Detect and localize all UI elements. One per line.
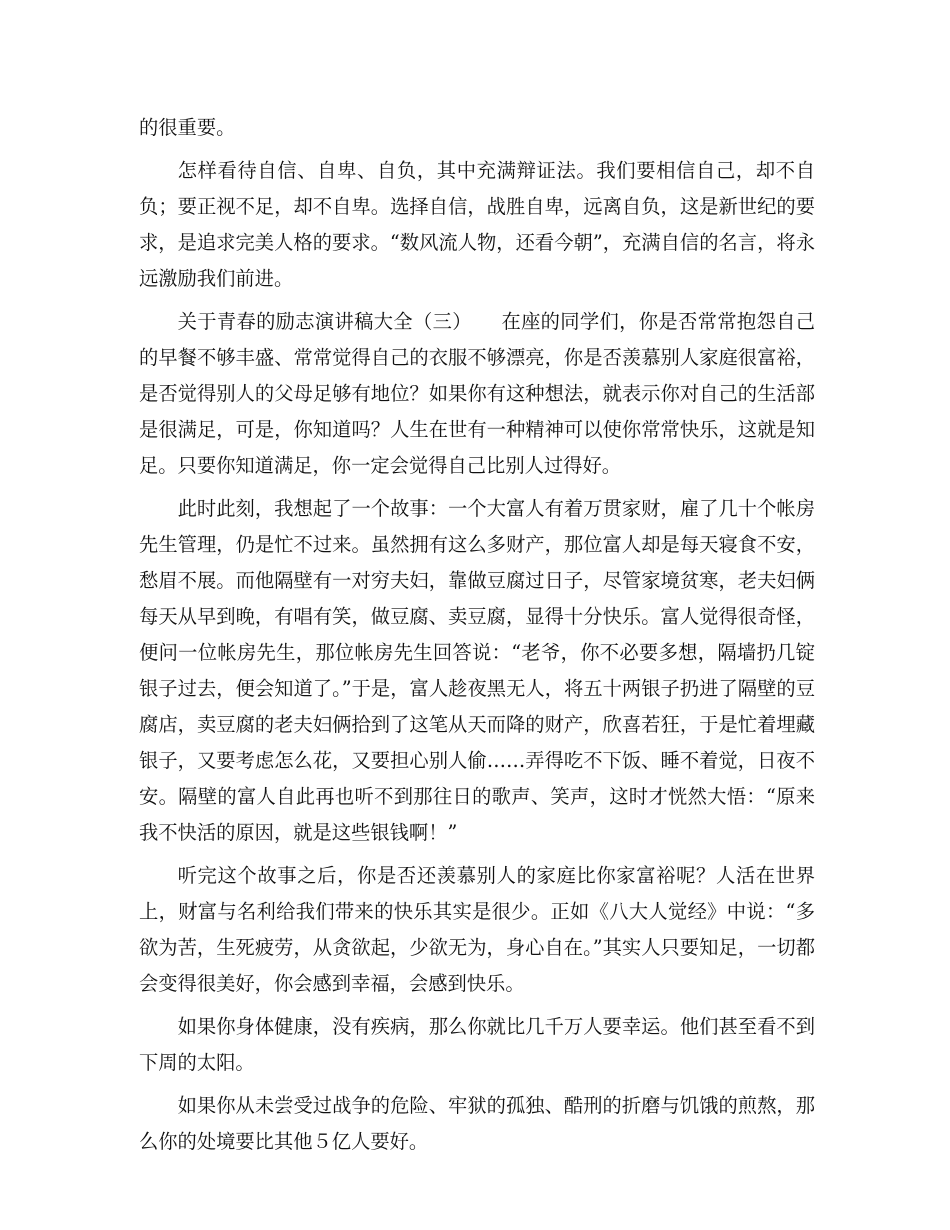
paragraph-3: 关于青春的励志演讲稿大全（三） 在座的同学们，你是否常常抱怨自己的早餐不够丰盛、常常觉得自己的衣服不够漂亮，你是否羡慕别人家庭很富裕，是否觉得别人的父母足够有地位？如果你有这种想法，就表示你对自己的生活部是很满足，可是，你知道吗？人生在世有一种精神可以使你常常快乐，这就是知足。只要你知道满足，你一定会觉得自己比别人过得好。 — [139, 310, 815, 477]
paragraph-4: 此时此刻，我想起了一个故事：一个大富人有着万贯家财，雇了几十个帐房先生管理，仍是忙不过来。虽然拥有这么多财产，那位富人却是每天寝食不安，愁眉不展。而他隔壁有一对穷夫妇，靠做豆腐过日子，尽管家境贫寒，老夫妇俩每天从早到晚，有唱有笑，做豆腐、卖豆腐，显得十分快乐。富人觉得很奇怪，便问一位帐房先生，那位帐房先生回答说：“老爷，你不必要多想，隔墙扔几锭银子过去，便会知道了。”于是，富人趁夜黑无人，将五十两银子扔进了隔壁的豆腐店，卖豆腐的老夫妇俩拾到了这笔从天而降的财产，欣喜若狂，于是忙着埋藏银子，又要考虑怎么花，又要担心别人偷……弄得吃不下饭、睡不着觉，日夜不安。隔壁的富人自此再也听不到那往日的歌声、笑声，这时才恍然大悟：“原来我不快活的原因，就是这些银钱啊！” — [139, 497, 815, 844]
document-body — [139, 110, 815, 1167]
paragraph-6: 如果你身体健康，没有疾病，那么你就比几千万人要幸运。他们甚至看不到下周的太阳。 — [139, 1015, 815, 1074]
paragraph-1: 的很重要。 — [139, 116, 236, 139]
paragraph-2: 怎样看待自信、自卑、自负，其中充满辩证法。我们要相信自己，却不自负；要正视不足，却不自卑。选择自信，战胜自卑，远离自负，这是新世纪的要求，是追求完美人格的要求。“数风流人物，还看今朝”，充满自信的名言，将永远激励我们前进。 — [139, 159, 815, 290]
paragraph-5: 听完这个故事之后，你是否还羡慕别人的家庭比你家富裕呢？人活在世界上，财富与名利给我们带来的快乐其实是很少。正如《八大人觉经》中说：“多欲为苦，生死疲劳，从贪欲起，少欲无为，身心自在。”其实人只要知足，一切都会变得很美好，你会感到幸福，会感到快乐。 — [139, 864, 815, 995]
paragraph-7: 如果你从未尝受过战争的危险、牢狱的孤独、酷刑的折磨与饥饿的煎熬，那么你的处境要比其他５亿人要好。 — [139, 1094, 815, 1153]
